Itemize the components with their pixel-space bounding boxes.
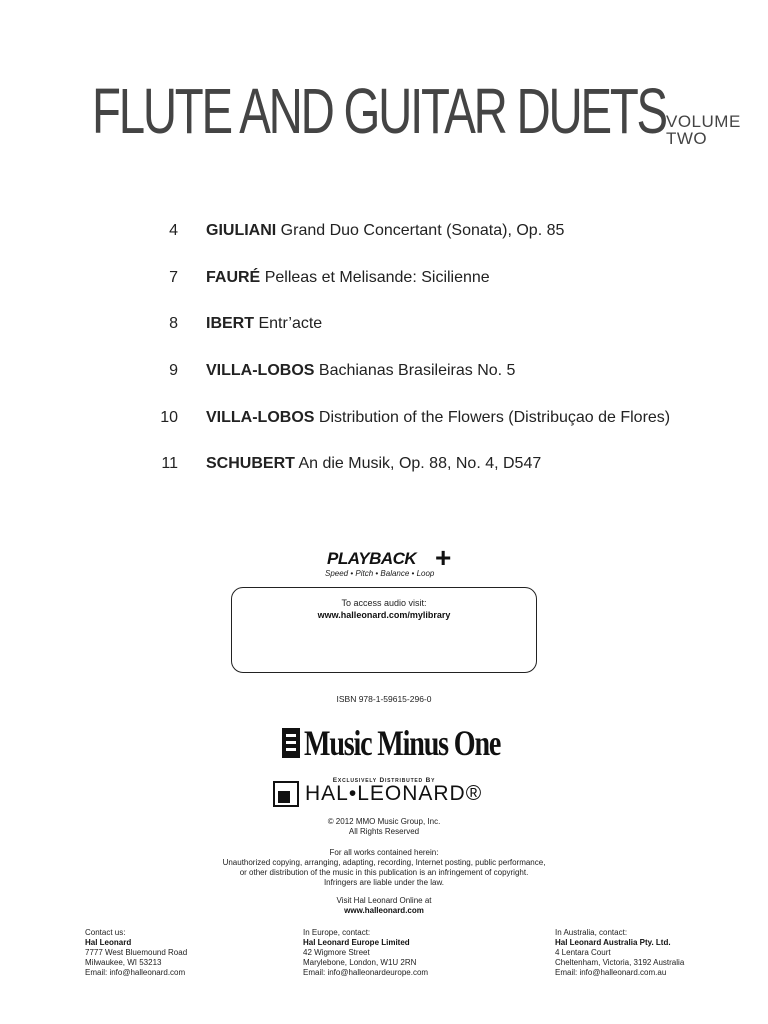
mmo-badge-icon [282, 728, 300, 758]
contact-email[interactable]: Email: info@halleonard.com [85, 968, 186, 977]
page-title: FLUTE AND GUITAR DUETS [92, 75, 666, 147]
toc-work: An die Musik, Op. 88, No. 4, D547 [298, 455, 542, 472]
toc-entry-faure[interactable] [0, 269, 768, 297]
contact-address: 4 Lentara Court [555, 948, 611, 957]
plus-icon: + [435, 542, 452, 573]
rights-line: All Rights Reserved [348, 827, 420, 836]
copyright-line: © 2012 MMO Music Group, Inc. [327, 817, 441, 826]
hal-leonard-logo [273, 780, 503, 810]
contact-label: Contact us: [85, 928, 126, 937]
notice-line: or other distribution of the music in this publication is an infringement of copyright. [239, 868, 529, 877]
toc-page-number: 8 [169, 315, 178, 332]
contact-address: Milwaukee, WI 53213 [85, 958, 162, 967]
contact-label: In Europe, contact: [303, 928, 371, 937]
contact-address: Marylebone, London, W1U 2RN [303, 958, 417, 967]
toc-work: Pelleas et Melisande: Sicilienne [264, 269, 490, 286]
toc-entry-villa-lobos-bachianas[interactable] [0, 362, 768, 390]
copyright-warning [0, 848, 768, 888]
isbn: ISBN 978-1-59615-296-0 [336, 694, 432, 704]
hal-leonard-logo-text: HAL•LEONARD® [305, 782, 483, 805]
toc-work: Grand Duo Concertant (Sonata), Op. 85 [280, 222, 565, 239]
toc-page-number: 9 [169, 362, 178, 379]
toc-page-number: 11 [161, 455, 178, 472]
playback-plus-logo [323, 542, 463, 581]
exclusively-distributed-label: Exclusively Distributed By [332, 777, 436, 784]
toc-composer: FAURÉ [206, 269, 261, 286]
copyright-notice [0, 817, 768, 837]
website-link[interactable]: www.halleonard.com [344, 906, 424, 915]
toc-entry-ibert[interactable] [0, 315, 768, 343]
toc-entry-villa-lobos-flowers[interactable] [0, 409, 768, 437]
toc-work: Distribution of the Flowers (Distribuçao de Flores) [318, 409, 671, 426]
contact-address: 42 Wigmore Street [303, 948, 370, 957]
title-block [92, 75, 752, 158]
notice-line: For all works contained herein: [329, 848, 439, 857]
toc-page-number: 4 [169, 222, 178, 239]
toc-work: Entr’acte [258, 315, 323, 332]
toc-composer: SCHUBERT [206, 455, 295, 472]
hal-leonard-mark-icon [273, 781, 299, 807]
toc-page-number: 10 [160, 409, 178, 426]
visit-online [0, 896, 768, 916]
audio-access-label: To access audio visit: [341, 598, 427, 608]
volume-label [666, 113, 741, 147]
contact-label: In Australia, contact: [555, 928, 628, 937]
toc-composer: VILLA-LOBOS [206, 409, 315, 426]
toc-page-number: 7 [169, 269, 178, 286]
contact-address: 7777 West Bluemound Road [85, 948, 188, 957]
playback-tagline: Speed • Pitch • Balance • Loop [325, 569, 435, 578]
volume-line-2: TWO [666, 129, 708, 148]
playback-logo-word: PLAYBACK [327, 549, 417, 568]
contact-name: Hal Leonard [85, 938, 132, 947]
contact-address: Cheltenham, Victoria, 3192 Australia [555, 958, 685, 967]
notice-line: Unauthorized copying, arranging, adapting, recording, Internet posting, public performance, [222, 858, 546, 867]
contact-email[interactable]: Email: info@halleonardeurope.com [303, 968, 429, 977]
contact-name: Hal Leonard Europe Limited [303, 938, 410, 947]
volume-line-1: VOLUME [666, 112, 741, 131]
contact-us [85, 928, 187, 978]
contact-europe [303, 928, 428, 978]
toc-entry-schubert[interactable] [0, 455, 768, 483]
visit-label: Visit Hal Leonard Online at [336, 896, 432, 905]
toc-composer: IBERT [206, 315, 254, 332]
audio-access-box [231, 587, 537, 673]
audio-access-link[interactable]: www.halleonard.com/mylibrary [317, 610, 451, 620]
toc-composer: VILLA-LOBOS [206, 362, 315, 379]
mmo-logo-text: Music Minus One [304, 723, 501, 763]
music-minus-one-logo [282, 723, 501, 766]
contact-australia [555, 928, 684, 978]
toc-work: Bachianas Brasileiras No. 5 [318, 362, 516, 379]
contact-email[interactable]: Email: info@halleonard.com.au [555, 968, 667, 977]
toc-entry-giuliani[interactable] [0, 222, 768, 250]
notice-line: Infringers are liable under the law. [323, 878, 445, 887]
contact-name: Hal Leonard Australia Pty. Ltd. [555, 938, 671, 947]
toc-composer: GIULIANI [206, 222, 277, 239]
